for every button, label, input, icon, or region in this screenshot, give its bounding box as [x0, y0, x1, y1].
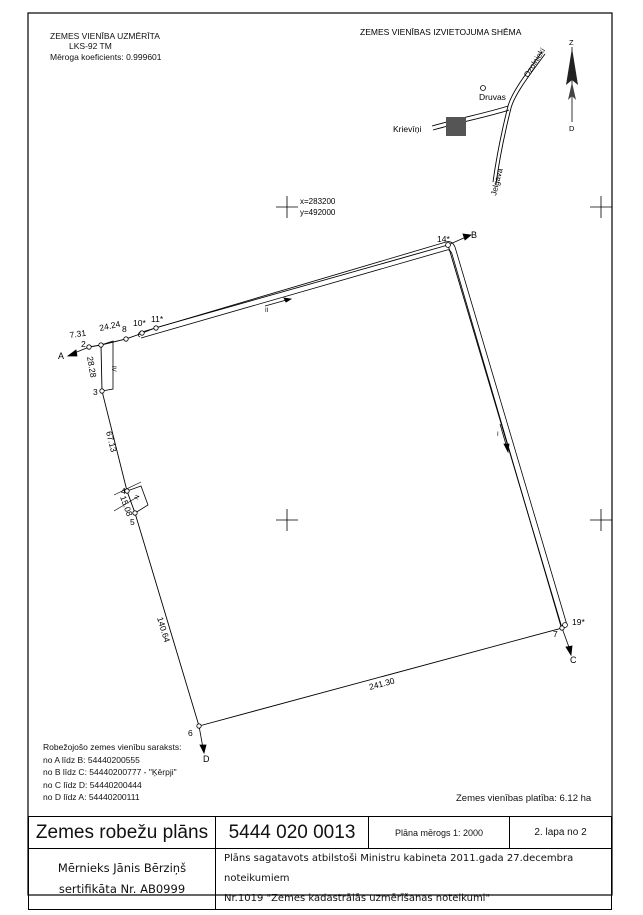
place-ozolnieki: Ozolnieki — [522, 46, 548, 80]
grid-y-label: y=492000 — [300, 208, 336, 217]
dimensions — [69, 319, 396, 692]
point-label: 5 — [130, 517, 135, 527]
plan-title: Zemes robežu plāns — [29, 817, 216, 849]
dimension-label: 241.30 — [367, 675, 396, 692]
survey-point — [140, 331, 144, 335]
location-scheme — [360, 27, 578, 196]
dimension-label: 24.24 — [98, 318, 122, 333]
scheme-title: ZEMES VIENĪBAS IZVIETOJUMA SHĒMA — [360, 27, 522, 37]
surveyor-certificate: sertifikāta Nr. AB0999 — [58, 882, 186, 896]
druvas-marker — [481, 86, 486, 91]
survey-point — [154, 326, 158, 330]
survey-point — [124, 337, 128, 341]
survey-point — [563, 623, 568, 628]
area-index: II — [265, 308, 269, 314]
dimension-label: 140.64 — [155, 615, 173, 644]
point-label: 8 — [122, 324, 127, 334]
point-label: 4 — [121, 486, 126, 496]
neighbor-list-item: no B līdz C: 54440200777 - "Ķērpji" — [43, 767, 177, 778]
area-index: N — [134, 494, 142, 501]
area-index: I — [497, 432, 499, 438]
dimension-label: 67.13 — [104, 430, 119, 454]
neighbor-list-item: no C līdz D: 54440200444 — [43, 779, 142, 790]
measured-line2: LKS-92 TM — [69, 41, 112, 51]
place-druvas: Druvas — [479, 92, 506, 102]
point-label: 3 — [93, 387, 98, 397]
point-label: 11* — [151, 314, 164, 324]
parcel-area: Zemes vienības platība: 6.12 ha — [456, 793, 592, 804]
arrow-icon — [284, 298, 291, 302]
point-label: 14* — [437, 234, 450, 244]
regulation-line2: Nr.1019 "Zemes kadastrālās uzmērīšanas noteikumi" — [224, 893, 491, 904]
neighbor-letter-d: D — [203, 754, 210, 764]
parcel-location-marker — [446, 117, 466, 136]
servitude-edge-outer — [142, 242, 567, 625]
road-krievini — [432, 106, 508, 126]
survey-point — [87, 345, 91, 349]
page-number: 2. lapa no 2 — [510, 817, 612, 849]
dimension-label: 28.28 — [85, 355, 99, 379]
arrow-b-head — [463, 234, 471, 240]
area-index: IV — [110, 366, 116, 372]
arrow-b — [448, 237, 466, 245]
road-jelgava-ozolnieki — [493, 52, 542, 182]
neighbor-list-item: no A līdz B: 54440200555 — [43, 754, 140, 765]
dimension-label: 7.31 — [68, 327, 87, 340]
road-krievini-edge — [433, 110, 509, 130]
road-jelgava-ozolnieki-edge — [496, 54, 545, 184]
neighbor-letter-a: A — [58, 351, 65, 361]
grid-cross — [276, 509, 298, 531]
neighbor-letter-b: B — [471, 230, 478, 240]
cadastral-number: 5444 020 0013 — [216, 817, 369, 849]
place-krievini: Krievīņi — [393, 124, 422, 134]
neighbor-list — [43, 741, 181, 804]
north-arrow-icon — [566, 47, 578, 122]
neighbor-list-heading: Robežojošo zemes vienību saraksts: — [43, 742, 182, 752]
north-label: Z — [569, 38, 574, 47]
arrow-a-head — [68, 350, 77, 356]
neighbor-letter-c: C — [570, 655, 577, 665]
south-label: D — [569, 124, 575, 133]
point-label: 6 — [188, 728, 193, 738]
neighbor-list-item: no D līdz A: 54440200111 — [43, 792, 140, 803]
surveyor-name: Mērnieks Jānis Bērziņš — [57, 861, 187, 875]
arrow-c-head — [566, 646, 572, 655]
title-block — [28, 816, 612, 910]
survey-point — [99, 343, 103, 347]
servitude-edge-inner — [141, 250, 562, 630]
point-label: 7 — [553, 629, 558, 639]
regulation-note — [216, 849, 612, 910]
regulation-line1: Plāns sagatavots atbilstoši Ministru kabineta 2011.gada 27.decembra noteikumiem — [224, 853, 574, 884]
surveyor-cell — [29, 849, 216, 910]
survey-point — [197, 724, 201, 728]
plan-scale: Plāna mērogs 1: 2000 — [369, 817, 510, 849]
measured-line1: ZEMES VIENĪBA UZMĒRĪTA — [50, 31, 160, 41]
place-jelgava: Jelgava — [489, 167, 505, 197]
point-label: 10* — [133, 318, 146, 328]
grid-cross — [276, 196, 298, 218]
grid-cross — [590, 196, 612, 218]
point-label: 19* — [572, 617, 585, 627]
grid-cross — [590, 509, 612, 531]
point-labels — [81, 234, 585, 738]
arrow-icon — [504, 444, 509, 452]
arrow-d-head — [200, 745, 206, 753]
grid-x-label: x=283200 — [300, 197, 336, 206]
scale-coefficient: Mēroga koeficients: 0.999601 — [50, 52, 162, 62]
dimension-label: 15.08 — [118, 494, 135, 518]
point-label: 2 — [81, 339, 86, 349]
survey-point — [100, 389, 104, 393]
